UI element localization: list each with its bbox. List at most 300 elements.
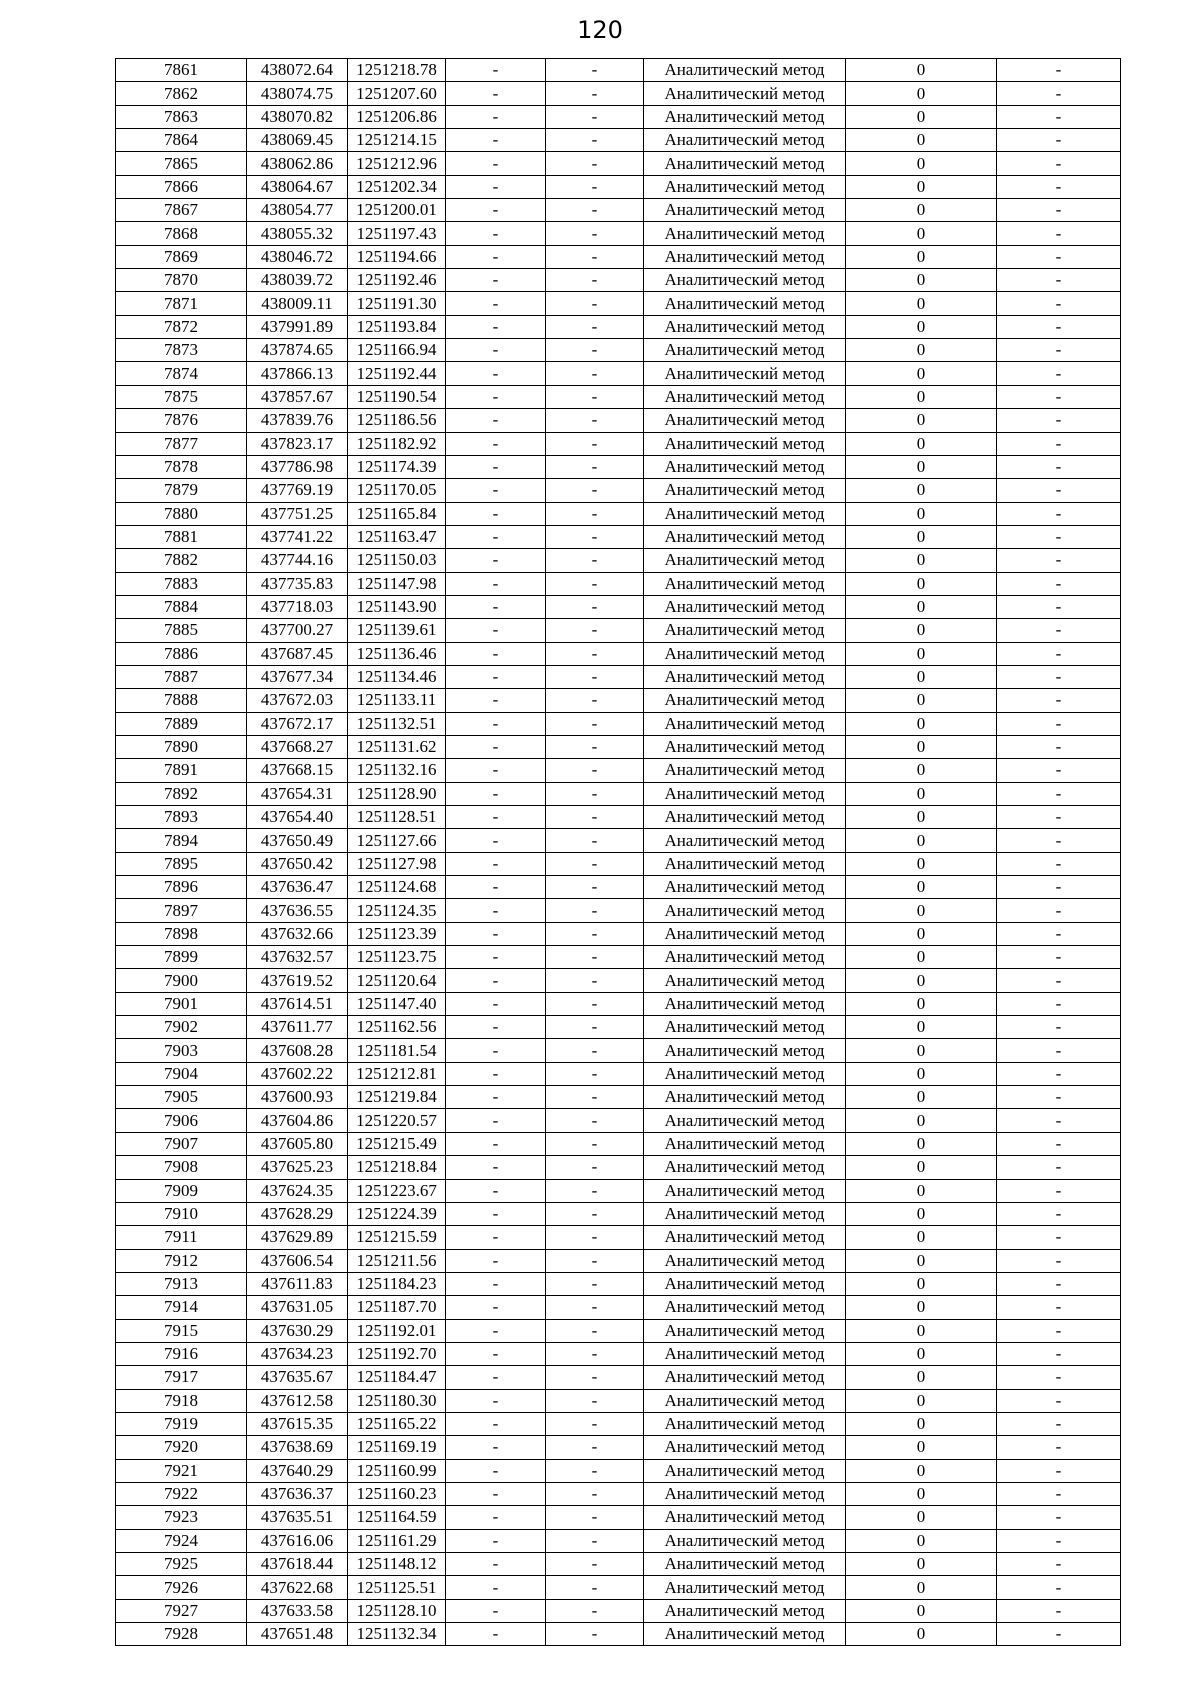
point-number-cell: 7902: [116, 1016, 247, 1039]
table-row: [116, 735, 1121, 758]
dash-cell: -: [997, 1109, 1121, 1132]
dash-cell: -: [446, 1179, 546, 1202]
point-number-cell: 7897: [116, 899, 247, 922]
x-coordinate-cell: 437602.22: [247, 1062, 348, 1085]
table-row: [116, 1506, 1121, 1529]
point-number-cell: 7912: [116, 1249, 247, 1272]
x-coordinate-cell: 438046.72: [247, 245, 348, 268]
method-cell: Аналитический метод: [644, 1156, 846, 1179]
x-coordinate-cell: 437839.76: [247, 409, 348, 432]
table-row: [116, 1599, 1121, 1622]
table-row: [116, 1342, 1121, 1365]
x-coordinate-cell: 437625.23: [247, 1156, 348, 1179]
y-coordinate-cell: 1251166.94: [348, 339, 446, 362]
dash-cell: -: [446, 829, 546, 852]
method-cell: Аналитический метод: [644, 479, 846, 502]
error-value-cell: 0: [846, 1412, 997, 1435]
y-coordinate-cell: 1251163.47: [348, 525, 446, 548]
dash-cell: -: [446, 572, 546, 595]
table-row: [116, 82, 1121, 105]
dash-cell: -: [446, 782, 546, 805]
x-coordinate-cell: 437614.51: [247, 992, 348, 1015]
dash-cell: -: [446, 1412, 546, 1435]
error-value-cell: 0: [846, 689, 997, 712]
table-row: [116, 455, 1121, 478]
dash-cell: -: [546, 1623, 644, 1646]
point-number-cell: 7874: [116, 362, 247, 385]
table-row: [116, 222, 1121, 245]
dash-cell: -: [997, 712, 1121, 735]
error-value-cell: 0: [846, 292, 997, 315]
dash-cell: -: [546, 689, 644, 712]
dash-cell: -: [546, 1296, 644, 1319]
dash-cell: -: [546, 572, 644, 595]
y-coordinate-cell: 1251200.01: [348, 199, 446, 222]
error-value-cell: 0: [846, 1132, 997, 1155]
point-number-cell: 7884: [116, 595, 247, 618]
y-coordinate-cell: 1251191.30: [348, 292, 446, 315]
error-value-cell: 0: [846, 619, 997, 642]
table-row: [116, 1482, 1121, 1505]
point-number-cell: 7886: [116, 642, 247, 665]
method-cell: Аналитический метод: [644, 292, 846, 315]
dash-cell: -: [546, 432, 644, 455]
dash-cell: -: [997, 1156, 1121, 1179]
method-cell: Аналитический метод: [644, 969, 846, 992]
error-value-cell: 0: [846, 1599, 997, 1622]
point-number-cell: 7916: [116, 1342, 247, 1365]
method-cell: Аналитический метод: [644, 922, 846, 945]
x-coordinate-cell: 437769.19: [247, 479, 348, 502]
dash-cell: -: [446, 59, 546, 82]
method-cell: Аналитический метод: [644, 455, 846, 478]
dash-cell: -: [546, 479, 644, 502]
point-number-cell: 7922: [116, 1482, 247, 1505]
dash-cell: -: [546, 1156, 644, 1179]
point-number-cell: 7873: [116, 339, 247, 362]
method-cell: Аналитический метод: [644, 782, 846, 805]
error-value-cell: 0: [846, 922, 997, 945]
y-coordinate-cell: 1251218.84: [348, 1156, 446, 1179]
y-coordinate-cell: 1251174.39: [348, 455, 446, 478]
dash-cell: -: [546, 152, 644, 175]
error-value-cell: 0: [846, 152, 997, 175]
dash-cell: -: [446, 1272, 546, 1295]
method-cell: Аналитический метод: [644, 1109, 846, 1132]
table-row: [116, 665, 1121, 688]
dash-cell: -: [997, 1389, 1121, 1412]
dash-cell: -: [997, 1016, 1121, 1039]
error-value-cell: 0: [846, 1226, 997, 1249]
y-coordinate-cell: 1251133.11: [348, 689, 446, 712]
method-cell: Аналитический метод: [644, 105, 846, 128]
y-coordinate-cell: 1251207.60: [348, 82, 446, 105]
x-coordinate-cell: 437606.54: [247, 1249, 348, 1272]
table-row: [116, 199, 1121, 222]
dash-cell: -: [997, 1226, 1121, 1249]
point-number-cell: 7921: [116, 1459, 247, 1482]
dash-cell: -: [997, 876, 1121, 899]
y-coordinate-cell: 1251215.49: [348, 1132, 446, 1155]
x-coordinate-cell: 437611.77: [247, 1016, 348, 1039]
error-value-cell: 0: [846, 735, 997, 758]
error-value-cell: 0: [846, 315, 997, 338]
error-value-cell: 0: [846, 1179, 997, 1202]
dash-cell: -: [546, 175, 644, 198]
error-value-cell: 0: [846, 59, 997, 82]
table-row: [116, 922, 1121, 945]
dash-cell: -: [997, 105, 1121, 128]
dash-cell: -: [546, 1226, 644, 1249]
dash-cell: -: [546, 1553, 644, 1576]
dash-cell: -: [546, 735, 644, 758]
table-row: [116, 1319, 1121, 1342]
error-value-cell: 0: [846, 1576, 997, 1599]
error-value-cell: 0: [846, 992, 997, 1015]
table-row: [116, 549, 1121, 572]
y-coordinate-cell: 1251194.66: [348, 245, 446, 268]
table-row: [116, 315, 1121, 338]
y-coordinate-cell: 1251132.34: [348, 1623, 446, 1646]
dash-cell: -: [546, 82, 644, 105]
error-value-cell: 0: [846, 1459, 997, 1482]
method-cell: Аналитический метод: [644, 735, 846, 758]
method-cell: Аналитический метод: [644, 806, 846, 829]
x-coordinate-cell: 437636.37: [247, 1482, 348, 1505]
method-cell: Аналитический метод: [644, 1062, 846, 1085]
dash-cell: -: [997, 665, 1121, 688]
dash-cell: -: [446, 1319, 546, 1342]
point-number-cell: 7919: [116, 1412, 247, 1435]
table-row: [116, 1272, 1121, 1295]
y-coordinate-cell: 1251120.64: [348, 969, 446, 992]
method-cell: Аналитический метод: [644, 1599, 846, 1622]
dash-cell: -: [546, 1319, 644, 1342]
dash-cell: -: [446, 432, 546, 455]
table-row: [116, 525, 1121, 548]
table-row: [116, 572, 1121, 595]
dash-cell: -: [997, 432, 1121, 455]
y-coordinate-cell: 1251215.59: [348, 1226, 446, 1249]
dash-cell: -: [997, 642, 1121, 665]
dash-cell: -: [546, 1459, 644, 1482]
y-coordinate-cell: 1251220.57: [348, 1109, 446, 1132]
table-row: [116, 946, 1121, 969]
method-cell: Аналитический метод: [644, 82, 846, 105]
table-row: [116, 1389, 1121, 1412]
y-coordinate-cell: 1251184.47: [348, 1366, 446, 1389]
error-value-cell: 0: [846, 362, 997, 385]
point-number-cell: 7899: [116, 946, 247, 969]
dash-cell: -: [546, 759, 644, 782]
dash-cell: -: [997, 1553, 1121, 1576]
dash-cell: -: [546, 946, 644, 969]
x-coordinate-cell: 437633.58: [247, 1599, 348, 1622]
error-value-cell: 0: [846, 82, 997, 105]
dash-cell: -: [997, 829, 1121, 852]
method-cell: Аналитический метод: [644, 829, 846, 852]
dash-cell: -: [446, 525, 546, 548]
table-row: [116, 876, 1121, 899]
error-value-cell: 0: [846, 829, 997, 852]
x-coordinate-cell: 437635.51: [247, 1506, 348, 1529]
method-cell: Аналитический метод: [644, 1576, 846, 1599]
error-value-cell: 0: [846, 1529, 997, 1552]
error-value-cell: 0: [846, 595, 997, 618]
x-coordinate-cell: 437632.66: [247, 922, 348, 945]
table-row: [116, 1062, 1121, 1085]
dash-cell: -: [446, 1132, 546, 1155]
dash-cell: -: [446, 479, 546, 502]
dash-cell: -: [546, 1576, 644, 1599]
dash-cell: -: [546, 129, 644, 152]
dash-cell: -: [997, 1342, 1121, 1365]
table-row: [116, 1132, 1121, 1155]
x-coordinate-cell: 437654.40: [247, 806, 348, 829]
x-coordinate-cell: 437654.31: [247, 782, 348, 805]
x-coordinate-cell: 437786.98: [247, 455, 348, 478]
dash-cell: -: [546, 595, 644, 618]
y-coordinate-cell: 1251202.34: [348, 175, 446, 198]
method-cell: Аналитический метод: [644, 1296, 846, 1319]
dash-cell: -: [546, 455, 644, 478]
table-row: [116, 1412, 1121, 1435]
y-coordinate-cell: 1251211.56: [348, 1249, 446, 1272]
error-value-cell: 0: [846, 946, 997, 969]
dash-cell: -: [997, 1039, 1121, 1062]
dash-cell: -: [546, 1109, 644, 1132]
point-number-cell: 7880: [116, 502, 247, 525]
error-value-cell: 0: [846, 1389, 997, 1412]
dash-cell: -: [446, 1389, 546, 1412]
dash-cell: -: [546, 502, 644, 525]
y-coordinate-cell: 1251165.22: [348, 1412, 446, 1435]
table-row: [116, 1366, 1121, 1389]
dash-cell: -: [546, 969, 644, 992]
error-value-cell: 0: [846, 1272, 997, 1295]
table-row: [116, 339, 1121, 362]
table-row: [116, 689, 1121, 712]
dash-cell: -: [446, 899, 546, 922]
y-coordinate-cell: 1251132.16: [348, 759, 446, 782]
point-number-cell: 7864: [116, 129, 247, 152]
error-value-cell: 0: [846, 1296, 997, 1319]
dash-cell: -: [997, 782, 1121, 805]
dash-cell: -: [997, 502, 1121, 525]
table-row: [116, 969, 1121, 992]
point-number-cell: 7882: [116, 549, 247, 572]
x-coordinate-cell: 437608.28: [247, 1039, 348, 1062]
table-row: [116, 852, 1121, 875]
error-value-cell: 0: [846, 432, 997, 455]
method-cell: Аналитический метод: [644, 1226, 846, 1249]
y-coordinate-cell: 1251193.84: [348, 315, 446, 338]
point-number-cell: 7927: [116, 1599, 247, 1622]
y-coordinate-cell: 1251192.46: [348, 269, 446, 292]
x-coordinate-cell: 437615.35: [247, 1412, 348, 1435]
dash-cell: -: [546, 1389, 644, 1412]
dash-cell: -: [997, 152, 1121, 175]
dash-cell: -: [997, 595, 1121, 618]
dash-cell: -: [546, 619, 644, 642]
y-coordinate-cell: 1251169.19: [348, 1436, 446, 1459]
method-cell: Аналитический метод: [644, 759, 846, 782]
table-row: [116, 619, 1121, 642]
dash-cell: -: [997, 479, 1121, 502]
y-coordinate-cell: 1251128.10: [348, 1599, 446, 1622]
point-number-cell: 7879: [116, 479, 247, 502]
dash-cell: -: [997, 175, 1121, 198]
dash-cell: -: [997, 969, 1121, 992]
dash-cell: -: [997, 946, 1121, 969]
dash-cell: -: [546, 852, 644, 875]
dash-cell: -: [546, 222, 644, 245]
dash-cell: -: [446, 152, 546, 175]
y-coordinate-cell: 1251147.98: [348, 572, 446, 595]
x-coordinate-cell: 438039.72: [247, 269, 348, 292]
error-value-cell: 0: [846, 899, 997, 922]
point-number-cell: 7914: [116, 1296, 247, 1319]
y-coordinate-cell: 1251132.51: [348, 712, 446, 735]
point-number-cell: 7888: [116, 689, 247, 712]
error-value-cell: 0: [846, 222, 997, 245]
dash-cell: -: [546, 1482, 644, 1505]
dash-cell: -: [997, 1319, 1121, 1342]
error-value-cell: 0: [846, 1086, 997, 1109]
error-value-cell: 0: [846, 1039, 997, 1062]
x-coordinate-cell: 438062.86: [247, 152, 348, 175]
dash-cell: -: [446, 619, 546, 642]
method-cell: Аналитический метод: [644, 1412, 846, 1435]
y-coordinate-cell: 1251127.98: [348, 852, 446, 875]
point-number-cell: 7891: [116, 759, 247, 782]
table-row: [116, 992, 1121, 1015]
x-coordinate-cell: 437624.35: [247, 1179, 348, 1202]
table-row: [116, 245, 1121, 268]
dash-cell: -: [997, 362, 1121, 385]
method-cell: Аналитический метод: [644, 619, 846, 642]
dash-cell: -: [997, 1599, 1121, 1622]
table-row: [116, 362, 1121, 385]
y-coordinate-cell: 1251214.15: [348, 129, 446, 152]
y-coordinate-cell: 1251147.40: [348, 992, 446, 1015]
y-coordinate-cell: 1251127.66: [348, 829, 446, 852]
y-coordinate-cell: 1251134.46: [348, 665, 446, 688]
dash-cell: -: [997, 549, 1121, 572]
dash-cell: -: [997, 1202, 1121, 1225]
point-number-cell: 7870: [116, 269, 247, 292]
y-coordinate-cell: 1251165.84: [348, 502, 446, 525]
point-number-cell: 7890: [116, 735, 247, 758]
x-coordinate-cell: 437672.03: [247, 689, 348, 712]
dash-cell: -: [546, 876, 644, 899]
dash-cell: -: [546, 642, 644, 665]
dash-cell: -: [546, 1249, 644, 1272]
dash-cell: -: [546, 245, 644, 268]
table-row: [116, 1623, 1121, 1646]
dash-cell: -: [997, 1132, 1121, 1155]
method-cell: Аналитический метод: [644, 1272, 846, 1295]
method-cell: Аналитический метод: [644, 502, 846, 525]
table-row: [116, 712, 1121, 735]
dash-cell: -: [446, 759, 546, 782]
method-cell: Аналитический метод: [644, 199, 846, 222]
dash-cell: -: [446, 549, 546, 572]
error-value-cell: 0: [846, 385, 997, 408]
x-coordinate-cell: 438055.32: [247, 222, 348, 245]
table-row: [116, 642, 1121, 665]
error-value-cell: 0: [846, 852, 997, 875]
dash-cell: -: [997, 1436, 1121, 1459]
dash-cell: -: [997, 1412, 1121, 1435]
method-cell: Аналитический метод: [644, 712, 846, 735]
error-value-cell: 0: [846, 806, 997, 829]
point-number-cell: 7898: [116, 922, 247, 945]
y-coordinate-cell: 1251124.68: [348, 876, 446, 899]
table-row: [116, 1086, 1121, 1109]
y-coordinate-cell: 1251160.23: [348, 1482, 446, 1505]
x-coordinate-cell: 437630.29: [247, 1319, 348, 1342]
x-coordinate-cell: 438074.75: [247, 82, 348, 105]
dash-cell: -: [546, 1599, 644, 1622]
table-row: [116, 292, 1121, 315]
dash-cell: -: [446, 1296, 546, 1319]
dash-cell: -: [997, 735, 1121, 758]
point-number-cell: 7920: [116, 1436, 247, 1459]
method-cell: Аналитический метод: [644, 1366, 846, 1389]
table-row: [116, 105, 1121, 128]
y-coordinate-cell: 1251170.05: [348, 479, 446, 502]
page-number: 120: [577, 16, 623, 44]
dash-cell: -: [997, 1272, 1121, 1295]
x-coordinate-cell: 437631.05: [247, 1296, 348, 1319]
method-cell: Аналитический метод: [644, 876, 846, 899]
y-coordinate-cell: 1251123.39: [348, 922, 446, 945]
method-cell: Аналитический метод: [644, 852, 846, 875]
y-coordinate-cell: 1251212.81: [348, 1062, 446, 1085]
coordinates-table-body: [116, 59, 1121, 1646]
y-coordinate-cell: 1251150.03: [348, 549, 446, 572]
dash-cell: -: [997, 1459, 1121, 1482]
error-value-cell: 0: [846, 525, 997, 548]
point-number-cell: 7889: [116, 712, 247, 735]
table-row: [116, 269, 1121, 292]
method-cell: Аналитический метод: [644, 1389, 846, 1412]
x-coordinate-cell: 437650.42: [247, 852, 348, 875]
dash-cell: -: [446, 1342, 546, 1365]
point-number-cell: 7895: [116, 852, 247, 875]
dash-cell: -: [997, 525, 1121, 548]
table-row: [116, 479, 1121, 502]
y-coordinate-cell: 1251162.56: [348, 1016, 446, 1039]
point-number-cell: 7909: [116, 1179, 247, 1202]
dash-cell: -: [546, 59, 644, 82]
dash-cell: -: [546, 409, 644, 432]
point-number-cell: 7908: [116, 1156, 247, 1179]
x-coordinate-cell: 437638.69: [247, 1436, 348, 1459]
dash-cell: -: [446, 595, 546, 618]
y-coordinate-cell: 1251164.59: [348, 1506, 446, 1529]
x-coordinate-cell: 438054.77: [247, 199, 348, 222]
x-coordinate-cell: 437618.44: [247, 1553, 348, 1576]
dash-cell: -: [446, 665, 546, 688]
error-value-cell: 0: [846, 1109, 997, 1132]
dash-cell: -: [446, 1156, 546, 1179]
dash-cell: -: [997, 1296, 1121, 1319]
dash-cell: -: [997, 1062, 1121, 1085]
dash-cell: -: [546, 1039, 644, 1062]
dash-cell: -: [446, 339, 546, 362]
